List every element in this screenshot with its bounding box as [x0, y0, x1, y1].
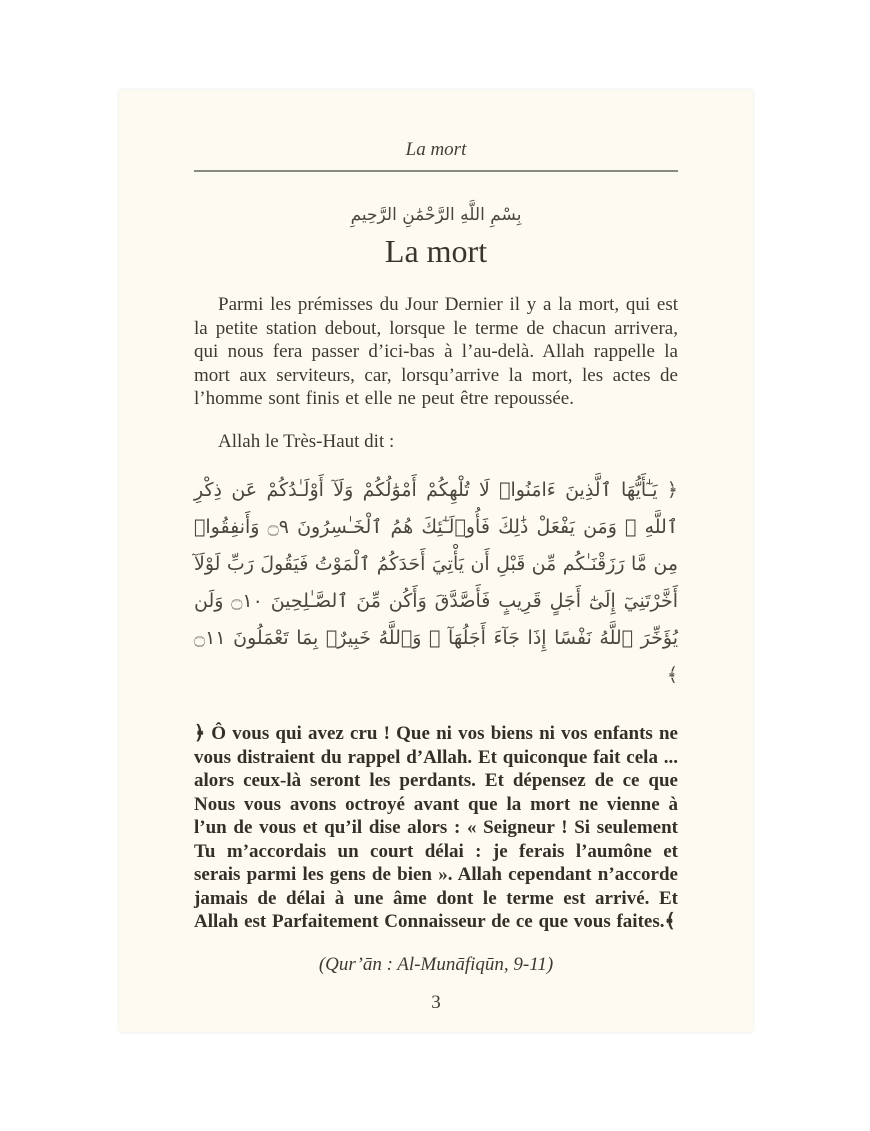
quote-lead-in: Allah le Très-Haut dit :	[218, 430, 395, 452]
verse-citation: (Qur’ān : Al-Munāfiqūn, 9-11)	[318, 953, 554, 975]
quran-arabic-verse: ﴿ يَـٰٓأَيُّهَا ٱلَّذِينَ ءَامَنُوا۟ لَا تُلْهِكُمْ أَمْوَٰلُكُمْ وَلَآ أَوْلَـٰدُكُمْ عَن ذِكْرِ ٱللَّهِ ۚ وَمَن يَفْعَلْ ذَٰلِكَ فَأُو۟لَـٰٓئِكَ هُمُ ٱلْخَـٰسِرُونَ ۝٩ وَأَنفِقُوا۟ مِن مَّا رَزَقْنَـٰكُم مِّن قَبْلِ أَن يَأْتِيَ أَحَدَكُمُ ٱلْمَوْتُ فَيَقُولَ رَبِّ لَوْلَآ أَخَّرْتَنِيٓ إِلَىٰٓ أَجَلٍ قَرِيبٍ فَأَصَّدَّقَ وَأَكُن مِّنَ ٱلصَّـٰلِحِينَ ۝١٠ وَلَن يُؤَخِّرَ ٱللَّهُ نَفْسًا إِذَا جَآءَ أَجَلُهَآ ۚ وَٱللَّهُ خَبِيرٌۢ بِمَا تَعْمَلُونَ ۝١١ ﴾	[194, 479, 678, 686]
page-number: 3	[431, 991, 441, 1013]
page-content	[194, 90, 678, 1013]
chapter-title: La mort	[384, 233, 488, 269]
book-page	[119, 90, 753, 1032]
bismillah-calligraphy: بِسْمِ اللَّهِ الرَّحْمَٰنِ الرَّحِيمِ	[350, 205, 522, 225]
quran-french-translation: ﴿ Ô vous qui avez cru ! Que ni vos biens ni vos enfants ne vous distraient du rappel d’Allah. Et quiconque fait cela ... alors ceux-là seront les perdants. Et dépensez de ce que Nous vous avons octroyé avant que la mort ne vienne à l’un de vous et qu’il dise alors : « Seigneur ! Si seulement Tu m’accordais un court délai : je ferais l’aumône et serais parmi les gens de bien ». Allah cependant n’accorde jamais de délai à une âme dont le terme est arrivé. Et Allah est Parfaitement Connaisseur de ce que vous faites.﴾	[194, 723, 678, 932]
intro-paragraph: Parmi les prémisses du Jour Dernier il y a la mort, qui est la petite station debout, lorsque le terme de chacun arrivera, qui nous fera passer d’ici-bas à l’au-delà. Allah rappelle la mort aux serviteurs, car, lorsqu’arrive la mort, les actes de l’homme sont finis et elle ne peut être repoussée.	[194, 294, 678, 409]
running-head: La mort	[405, 139, 467, 160]
header-rule	[194, 170, 678, 172]
